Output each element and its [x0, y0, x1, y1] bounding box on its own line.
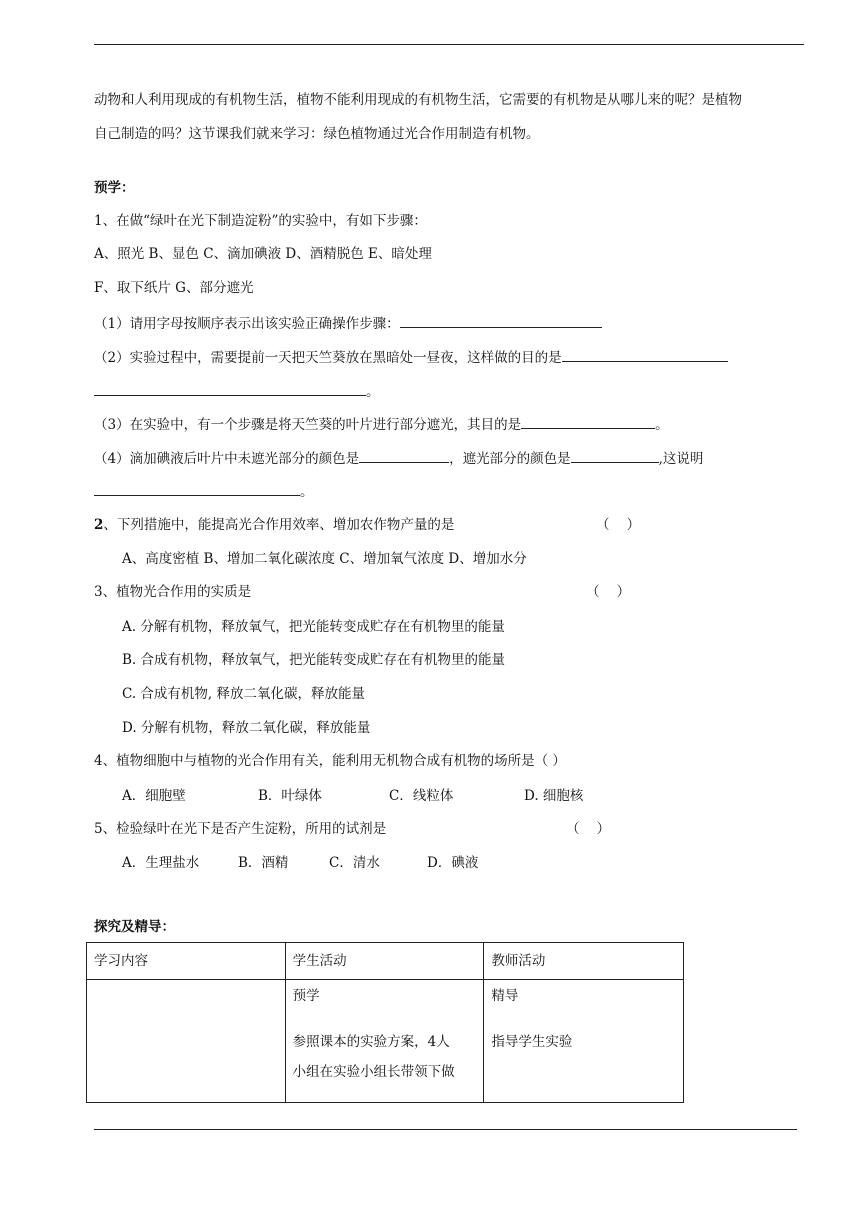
q1-sub4-cont [94, 481, 314, 502]
q1-sub3-end: 。 [655, 417, 669, 433]
q1-options-line-2: F、取下纸片 G、部分遮光 [94, 280, 254, 296]
q1-sub4-end: 。 [300, 484, 314, 500]
q5-option-a: A．生理盐水 [122, 855, 200, 871]
intro-line-1: 动物和人利用现成的有机物生活，植物不能利用现成的有机物生活，它需要的有机物是从哪儿来的呢？是植物 [94, 92, 742, 108]
q3-option-a: A. 分解有机物，释放氧气，把光能转变成贮存在有机物里的能量 [122, 619, 505, 635]
q1-sub4-text-b: ，遮光部分的颜色是 [449, 451, 571, 467]
q1-sub2-end: 。 [366, 384, 380, 400]
q1-sub4-text-c: ,这说明 [658, 451, 704, 467]
q1-sub3-text: （3）在实验中，有一个步骤是将天竺葵的叶片进行部分遮光，其目的是 [94, 417, 522, 433]
q1-sub4-answer-blank-1[interactable] [359, 448, 449, 463]
q1-sub2-answer-blank-2[interactable] [94, 381, 366, 396]
q3-stem: 3、植物光合作用的实质是 [94, 584, 252, 600]
q3-option-c: C. 合成有机物, 释放二氧化碳，释放能量 [122, 686, 366, 702]
q1-sub4-text-a: （4）滴加碘液后叶片中未遮光部分的颜色是 [94, 451, 360, 467]
q1-sub2-text: （2）实验过程中，需要提前一天把天竺葵放在黑暗处一昼夜，这样做的目的是 [94, 350, 562, 366]
teacher-activity-line-1: 指导学生实验 [491, 1034, 573, 1050]
q1-sub2-answer-blank-1[interactable] [562, 347, 728, 362]
q1-options-line-1: A、照光 B、显色 C、滴加碘液 D、酒精脱色 E、暗处理 [94, 246, 432, 262]
table-header-cell: 教师活动 [484, 943, 684, 980]
q1-sub3-answer-blank[interactable] [521, 414, 655, 429]
q5-stem: 5、检验绿叶在光下是否产生淀粉，所用的试剂是 [94, 821, 387, 837]
table-header-row [87, 943, 684, 980]
q3-answer-paren[interactable]: （ ） [586, 584, 631, 600]
q1-stem: 1、在做“绿叶在光下制造淀粉”的实验中，有如下步骤： [94, 213, 427, 229]
learning-content-cell[interactable] [87, 980, 286, 1103]
table-header-cell: 学习内容 [87, 943, 286, 980]
student-activity-line-2: 小组在实验小组长带领下做 [292, 1064, 455, 1080]
q3-option-b: B. 合成有机物，释放氧气，把光能转变成贮存在有机物里的能量 [122, 652, 506, 668]
student-activity-cell [285, 980, 484, 1103]
q1-sub2 [94, 347, 728, 368]
q2-stem-text: 、下列措施中，能提高光合作用效率、增加农作物产量的是 [103, 517, 455, 533]
q4-option-c: C．线粒体 [389, 788, 454, 804]
q5-answer-paren[interactable]: （ ） [566, 821, 611, 837]
explore-heading: 探究及精导： [94, 919, 175, 935]
q5-option-c: C．清水 [329, 855, 380, 871]
footer-rule [94, 1129, 797, 1130]
explore-table [86, 942, 684, 1103]
q1-sub3 [94, 414, 669, 435]
q3-option-d: D. 分解有机物，释放二氧化碳，释放能量 [122, 720, 371, 736]
q1-sub4-answer-blank-3[interactable] [94, 481, 300, 496]
header-rule [94, 44, 804, 45]
q2-number: 2 [94, 517, 104, 533]
q5-option-d: D．碘液 [427, 855, 479, 871]
q1-sub1-text: （1）请用字母按顺序表示出该实验正确操作步骤： [94, 316, 400, 332]
q1-sub4 [94, 448, 703, 469]
q2-answer-paren[interactable]: （ ） [596, 517, 641, 533]
q4-option-a: A．细胞壁 [122, 788, 186, 804]
q4-option-d: D. 细胞核 [524, 788, 584, 804]
table-row [87, 980, 684, 1103]
q1-sub4-answer-blank-2[interactable] [571, 448, 659, 463]
q2-stem [94, 515, 454, 535]
q5-option-b: B．酒精 [238, 855, 289, 871]
teacher-activity-label: 精导 [491, 988, 519, 1004]
q1-sub1-answer-blank[interactable] [400, 313, 602, 328]
q1-sub1 [94, 313, 602, 334]
q1-sub2-cont [94, 381, 380, 402]
q4-option-b: B．叶绿体 [258, 788, 322, 804]
q4-stem: 4、植物细胞中与植物的光合作用有关，能利用无机物合成有机物的场所是（ ） [94, 753, 566, 769]
intro-line-2: 自己制造的吗？这节课我们就来学习：绿色植物通过光合作用制造有机物。 [94, 126, 540, 142]
table-header-cell: 学生活动 [285, 943, 484, 980]
q2-options: A、高度密植 B、增加二氧化碳浓度 C、增加氧气浓度 D、增加水分 [122, 551, 527, 567]
preview-heading: 预学： [94, 180, 135, 196]
teacher-activity-cell [484, 980, 684, 1103]
student-activity-line-1: 参照课本的实验方案，4人 [292, 1034, 450, 1050]
student-activity-label: 预学 [292, 988, 320, 1004]
